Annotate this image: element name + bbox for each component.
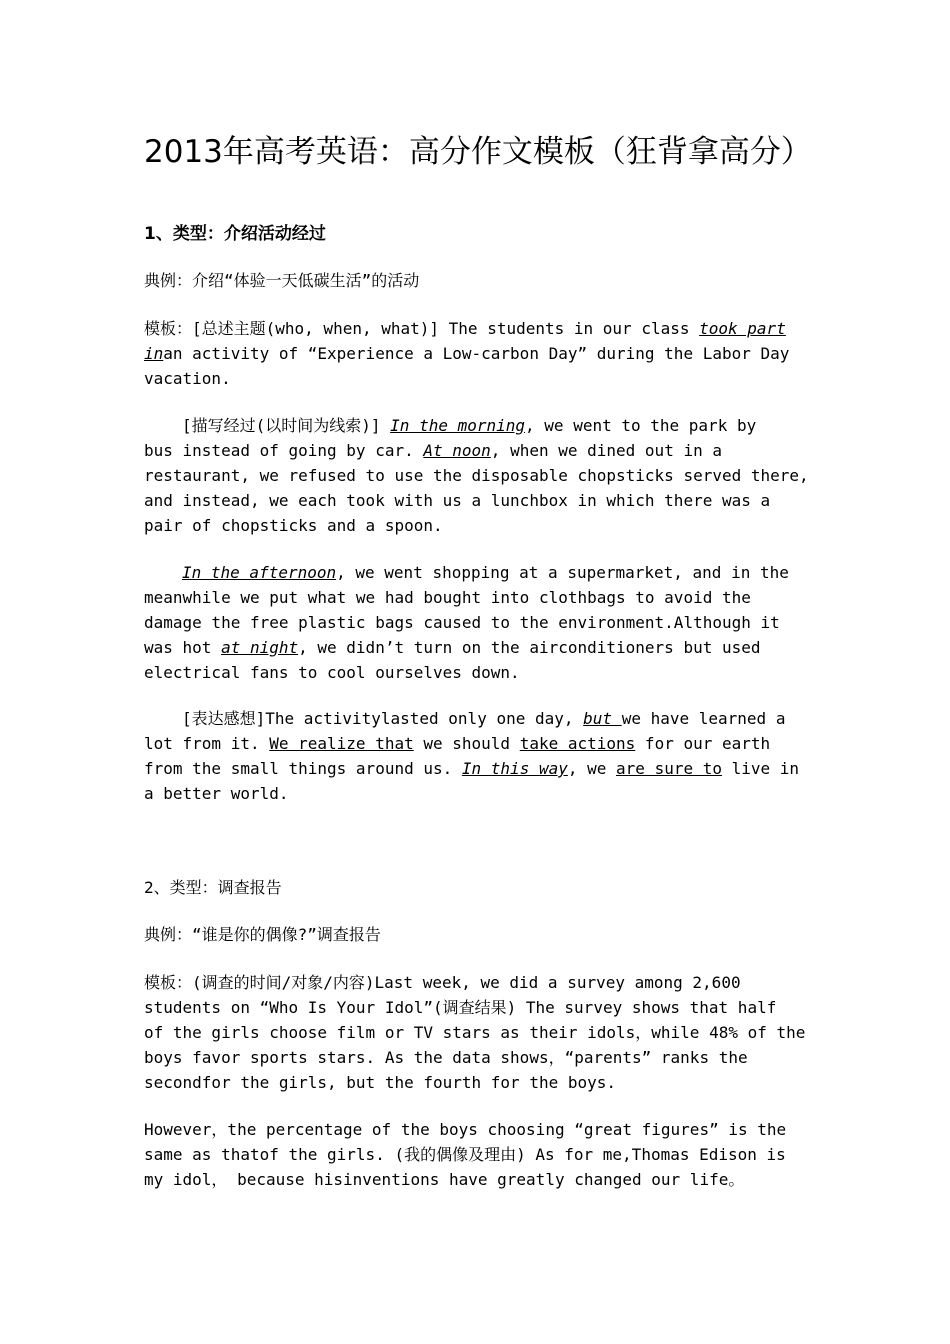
phrase-in-the-afternoon: In the afternoon (182, 563, 337, 582)
phrase-are-sure-to: are sure to (616, 759, 722, 778)
section-2-heading: 2、类型：调查报告 (144, 878, 282, 897)
section-2-template-paragraph: 模板：(调查的时间/对象/内容)Last week, we did a survey among 2,600 students on “Who Is Your Idol”(调查结果) The survey shows that half of the girls choose film or TV stars as their idols，while 48% of the boys favor sports stars. As the data shows，“parents” ranks the secondfor the girls, but the fourth for the boys. (144, 973, 806, 1092)
phrase-take-actions: take actions (519, 734, 636, 753)
section-2-however-paragraph: However，the percentage of the boys choosing “great figures” is the same as thatof the girls. (我的偶像及理由) As for me,Thomas Edison is my idol， because hisinventions have greatly changed our life。 (144, 1120, 787, 1189)
phrase-in: in (144, 344, 164, 363)
section-1-template-paragraph: 模板：[总述主题(who, when, what)] The students in our class took part inan activity of “Experience a Low-carbon Day” during the Labor Day vacation. (144, 319, 790, 388)
section-1-description-paragraph: [描写经过(以时间为线索)] In the morning, we went to the park by bus instead of going by car. At noon, when we dined out in a restaurant, we refused to use the disposable chopsticks served there, and instead, we each took with us a lunchbox in which there was a pair of chopsticks and a spoon. (144, 416, 809, 535)
phrase-at-noon: At noon (423, 441, 491, 460)
section-1-afternoon-paragraph: In the afternoon, we went shopping at a supermarket, and in the meanwhile we put what we had bought into clothbags to avoid the damage the free plastic bags caused to the environment.Although it was hot at night, we didn’t turn on the airconditioners but used electrical fans to cool ourselves down. (144, 563, 789, 682)
section-2-example: 典例：“谁是你的偶像?”调查报告 (144, 925, 381, 944)
phrase-in-this-way: In this way (461, 759, 568, 778)
document-title: 2013年高考英语：高分作文模板（狂背拿高分） (144, 134, 812, 170)
phrase-at-night: at night (221, 638, 299, 657)
phrase-but: but (583, 709, 622, 728)
section-1-example: 典例：介绍“体验一天低碳生活”的活动 (144, 271, 420, 290)
phrase-in-the-morning: In the morning (390, 416, 526, 435)
phrase-we-realize-that: We realize that (269, 734, 414, 753)
section-1-heading: 1、类型：介绍活动经过 (144, 224, 326, 244)
section-1-feelings-paragraph: [表达感想]The activitylasted only one day, but we have learned a lot from it. We realize that we should take actions for our earth from the small things around us. In this way, we are sure to live in a better world. (144, 709, 800, 803)
phrase-took-part: took part (699, 319, 786, 338)
